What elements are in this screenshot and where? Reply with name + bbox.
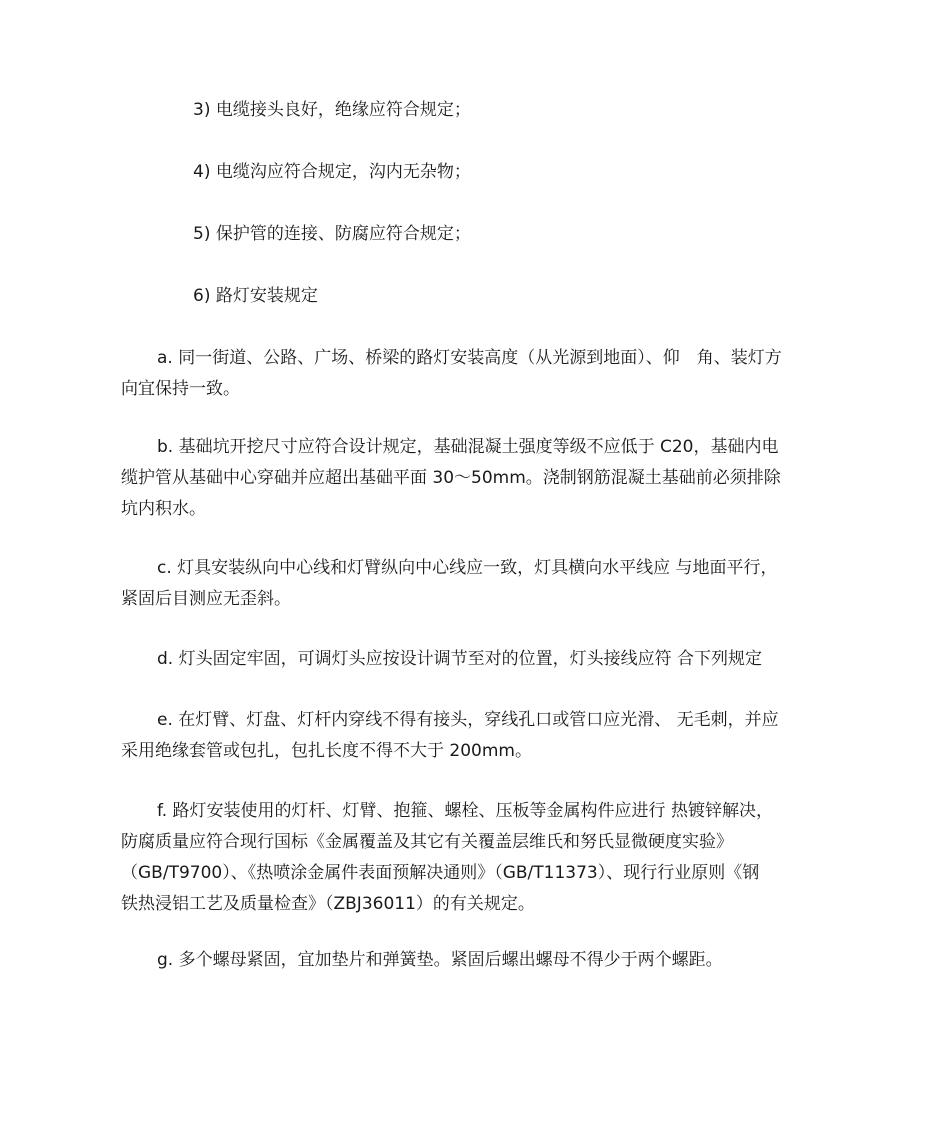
paragraph-item-e: [121, 705, 836, 767]
paragraph-line: g. 多个螺母紧固，宜加垫片和弹簧垫。紧固后螺出螺母不得少于两个螺距。: [157, 950, 723, 970]
paragraph-item-3: [121, 95, 836, 126]
paragraph-line: e. 在灯臂、灯盘、灯杆内穿线不得有接头，穿线孔口或管口应光滑、 无毛刺，并应: [157, 710, 779, 730]
paragraph-line: c. 灯具安装纵向中心线和灯臂纵向中心线应一致，灯具横向水平线应 与地面平行，: [157, 558, 778, 578]
paragraph-line: 铁热浸铝工艺及质量检查》（ZBJ36011）的有关规定。: [121, 894, 535, 914]
paragraph-line: f. 路灯安装使用的灯杆、灯臂、抱箍、螺栓、压板等金属构件应进行 热镀锌解决，: [157, 801, 773, 821]
paragraph-item-5: [121, 219, 836, 250]
paragraph-line: 向宜保持一致。: [121, 379, 240, 399]
paragraph-line: （GB/T9700）、《热喷涂金属件表面预解决通则》（GB/T11373）、现行行业原则《钢: [121, 863, 760, 883]
paragraph-line: 6) 路灯安装规定: [193, 286, 318, 306]
paragraph-item-b: [121, 432, 836, 525]
paragraph-item-6: [121, 281, 836, 312]
paragraph-item-d: [121, 644, 836, 675]
paragraph-item-4: [121, 157, 836, 188]
paragraph-line: 采用绝缘套管或包扎，包扎长度不得不大于 200mm。: [121, 741, 532, 761]
paragraph-item-g: [121, 945, 836, 976]
paragraph-line: b. 基础坑开挖尺寸应符合设计规定，基础混凝土强度等级不应低于 C20，基础内电: [157, 437, 779, 457]
paragraph-line: 紧固后目测应无歪斜。: [121, 589, 291, 609]
paragraph-line: 坑内积水。: [121, 499, 206, 519]
paragraph-line: 5) 保护管的连接、防腐应符合规定；: [193, 224, 471, 244]
paragraph-line: 3) 电缆接头良好，绝缘应符合规定；: [193, 100, 471, 120]
paragraph-item-a: [121, 343, 836, 405]
paragraph-item-f: [121, 796, 836, 920]
paragraph-line: 4) 电缆沟应符合规定，沟内无杂物；: [193, 162, 471, 182]
paragraph-line: d. 灯头固定牢固，可调灯头应按设计调节至对的位置，灯头接线应符 合下列规定: [157, 649, 763, 669]
paragraph-line: 防腐质量应符合现行国标《金属覆盖及其它有关覆盖层维氏和努氏显微硬度实验》: [121, 832, 733, 852]
paragraph-line: a. 同一街道、公路、广场、桥梁的路灯安装高度（从光源到地面）、仰 角、装灯方: [157, 348, 782, 368]
paragraph-item-c: [121, 553, 836, 615]
paragraph-line: 缆护管从基础中心穿础并应超出基础平面 30～50mm。浇制钢筋混凝土基础前必须排除: [121, 468, 781, 488]
